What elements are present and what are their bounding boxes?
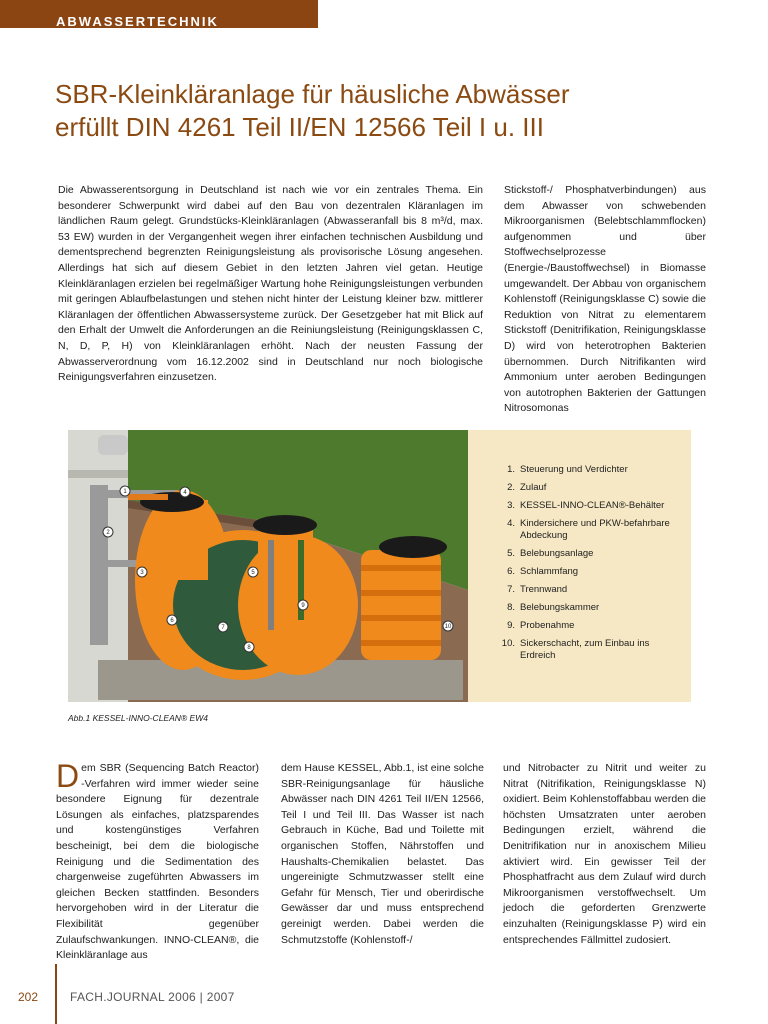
intro-paragraph-right: Stickstoff-/ Phosphatverbindungen) aus dem Abwasser von schwebenden Mikroorganismen (Belebtschlammflocken) aufgenommen und über Stoffwechselprozesse (Energie-/Baustoffwechsel) in Biomasse umgewandelt. Der Abbau von organischem Kohlenstoff (Reinigungsklasse C) sowie die Reduktion von Nitrat zu elementarem Stickstoff (Denitrifikation, Reinigungsklasse D) wird von heterotrophen Bakterien übernommen. Durch Nitrifikanten wird Ammonium unter aeroben Bedingungen von autotrophen Bakterien der Gattungen Nitrosomonas [504,184,706,415]
legend-item: 2. Zulauf [507,482,547,493]
drop-cap: D [56,758,80,794]
legend-item: 10. Sickerschacht, zum Einbau ins Erdreich [501,638,650,661]
article-headline [55,78,655,144]
legend-item: 5. Belebungsanlage [507,548,594,559]
callout-2: 2 [106,530,110,536]
figure-caption: Abb.1 KESSEL-INNO-CLEAN® EW4 [68,713,208,723]
legend-item: 6. Schlammfang [507,566,579,577]
legend-item: 3. KESSEL-INNO-CLEAN®-Behälter [507,500,665,511]
legend-item: 4. Kindersichere und PKW-befahrbare Abdeckung [507,518,670,541]
legend-item: 8. Belebungskammer [507,602,600,613]
callout-1: 1 [123,489,127,495]
body-column-2: dem Hause KESSEL, Abb.1, ist eine solche SBR-Reinigungsanlage für häusliche Abwässer nach DIN 4261 Teil II/EN 12566, Teil I und Teil III. Das Wasser ist nach Gebrauch in Küche, Bad und Toilette mit organischen Stoffen, Nährstoffen und Haushalts-Chemikalien belastet. Das ungereinigte Schmutzwasser stellt eine Gefahr für Mensch, Tier und oberirdische Gewässer dar und muss entsprechend gereinigt werden. Dabei werden die Schmutzstoffe (Kohlenstoff-/ [281,762,484,946]
legend-item: 1. Steuerung und Verdichter [507,464,628,475]
headline-line-2: erfüllt DIN 4261 Teil II/EN 12566 Teil I u. III [55,112,544,142]
headline-line-1: SBR-Kleinkläranlage für häusliche Abwässer [55,79,570,109]
intro-paragraph: Die Abwasserentsorgung in Deutschland ist nach wie vor ein zentrales Thema. Ein besonderer Schwerpunkt wird dabei auf den Bau von dezentralen Kläranlagen im ländlichen Raum gelegt. Grundstücks-Kleinkläranlagen (Abwasseranfall bis 8 m³/d, max. 53 EW) wurden in der Vergangenheit wegen ihrer einfachen technischen Ausbildung und dementsprechend begrenzten Reinigungsleistung als provisorische Lösung angesehen. Allerdings hat sich auf diesem Gebiet in den letzten Jahren viel getan. Heutige Kleinkläranlagen erzielen bei regelmäßiger Wartung hohe Reinigungsleistungen verbunden mit geringen Ablaufbelastungen und stehen nicht hinter der Leistung kleiner bzw. mittlerer Kläranlagen der öffentlichen Abwassersysteme zurück. Der Gesetzgeber hat mit Blick auf den Erhalt der Umwelt die Anforderungen an die Reiniungsleistung (Reinigungsklassen C, N, D, P, H) von Kleinkläranlagen erhöht. Nach der neusten Fassung der Abwasserverordnung vom 16.12.2002 sind in Deutschland nur noch biologische Reinigungsverfahren einzusetzen. [58,184,483,384]
figure-legend [501,464,681,668]
callout-4: 4 [183,490,187,496]
legend-item: 7. Trennwand [507,584,568,595]
page-number: 202 [18,990,39,1004]
callout-7: 7 [221,625,225,631]
journal-name: FACH.JOURNAL 2006 | 2007 [70,990,235,1004]
section-label: ABWASSERTECHNIK [56,14,219,29]
body-column-1-text: em SBR (Sequencing Batch Reactor) -Verfahren wird immer wieder seine besondere Eignung für dezentrale Lösungen als einfaches, platzsparendes und kostengünstiges Verfahren bescheinigt, bei dem die biologische Reinigung und die Sedimentation des chargenweise zugeführten Abwassers im gleichen Becken stattfinden. Besonders hervorgehoben wird in der Literatur die Flexibilität gegenüber Zulaufschwankungen. INNO-CLEAN®, die Kleinkläranlage aus [56,762,259,962]
body-column-1 [56,758,259,964]
callout-3: 3 [140,570,144,576]
callout-10: 10 [444,624,452,630]
callout-8: 8 [247,645,251,651]
callout-6: 6 [170,618,174,624]
callout-9: 9 [301,603,305,609]
body-column-3: und Nitrobacter zu Nitrit und weiter zu Nitrat (Nitrifikation, Reinigungsklasse N) oxidiert. Beim Kohlenstoffabbau werden die höchsten Umsatzraten unter aeroben Bedingungen erzielt, während die Denitrifikation nur in anoxischem Milieu aktiviert wird. Ein gewisser Teil der Phosphatfracht aus dem Zulauf wird durch Mikroorganismen verstoffwechselt. Um jedoch die geforderten Grenzwerte einzuhalten (Reinigungsklasse P) wird ein entsprechendes Fällmittel zudosiert. [503,762,706,946]
footer-divider [55,964,57,1024]
legend-item: 9. Probenahme [507,620,575,631]
figure-kleinklaeranlage [68,430,691,702]
callout-5: 5 [251,570,255,576]
